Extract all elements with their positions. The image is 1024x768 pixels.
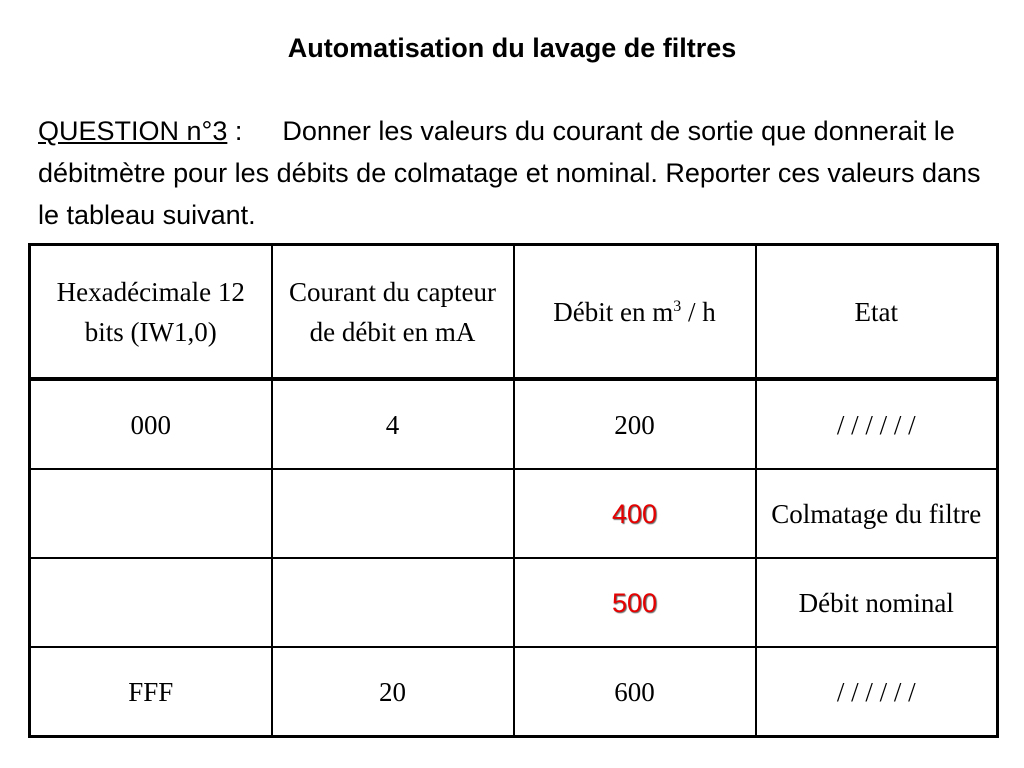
cell-state: Débit nominal xyxy=(756,558,998,647)
cell-flow-highlight: 400 xyxy=(514,469,756,558)
table-header-row xyxy=(30,245,998,380)
header-flow xyxy=(514,245,756,380)
header-current: Courant du capteur de débit en mA xyxy=(272,245,514,380)
cell-current: 20 xyxy=(272,647,514,737)
question-label: QUESTION n°3 xyxy=(38,116,228,146)
cell-hex[interactable] xyxy=(30,558,272,647)
question-separator: : xyxy=(227,116,243,146)
cell-current[interactable] xyxy=(272,469,514,558)
cell-flow: 600 xyxy=(514,647,756,737)
cell-state: / / / / / / xyxy=(756,379,998,469)
cell-state: Colmatage du filtre xyxy=(756,469,998,558)
header-flow-sup: 3 xyxy=(673,297,682,315)
cell-hex[interactable] xyxy=(30,469,272,558)
question-block xyxy=(38,110,988,236)
cell-hex: 000 xyxy=(30,379,272,469)
cell-hex: FFF xyxy=(30,647,272,737)
question-text: Donner les valeurs du courant de sortie que donnerait le débitmètre pour les débits de colmatage et nominal. Reporter ces valeurs dans le tableau suivant. xyxy=(38,116,981,230)
cell-current[interactable] xyxy=(272,558,514,647)
header-flow-suffix: / h xyxy=(681,296,716,327)
cell-state: / / / / / / xyxy=(756,647,998,737)
cell-flow-highlight: 500 xyxy=(514,558,756,647)
table-row xyxy=(30,469,998,558)
page-title: Automatisation du lavage de filtres xyxy=(287,33,737,63)
table-row xyxy=(30,379,998,469)
header-hex: Hexadécimale 12 bits (IW1,0) xyxy=(30,245,272,380)
table-row xyxy=(30,558,998,647)
header-flow-prefix: Débit en m xyxy=(553,296,674,327)
values-table xyxy=(28,243,999,738)
cell-flow: 200 xyxy=(514,379,756,469)
table-row xyxy=(30,647,998,737)
header-state: Etat xyxy=(756,245,998,380)
cell-current: 4 xyxy=(272,379,514,469)
